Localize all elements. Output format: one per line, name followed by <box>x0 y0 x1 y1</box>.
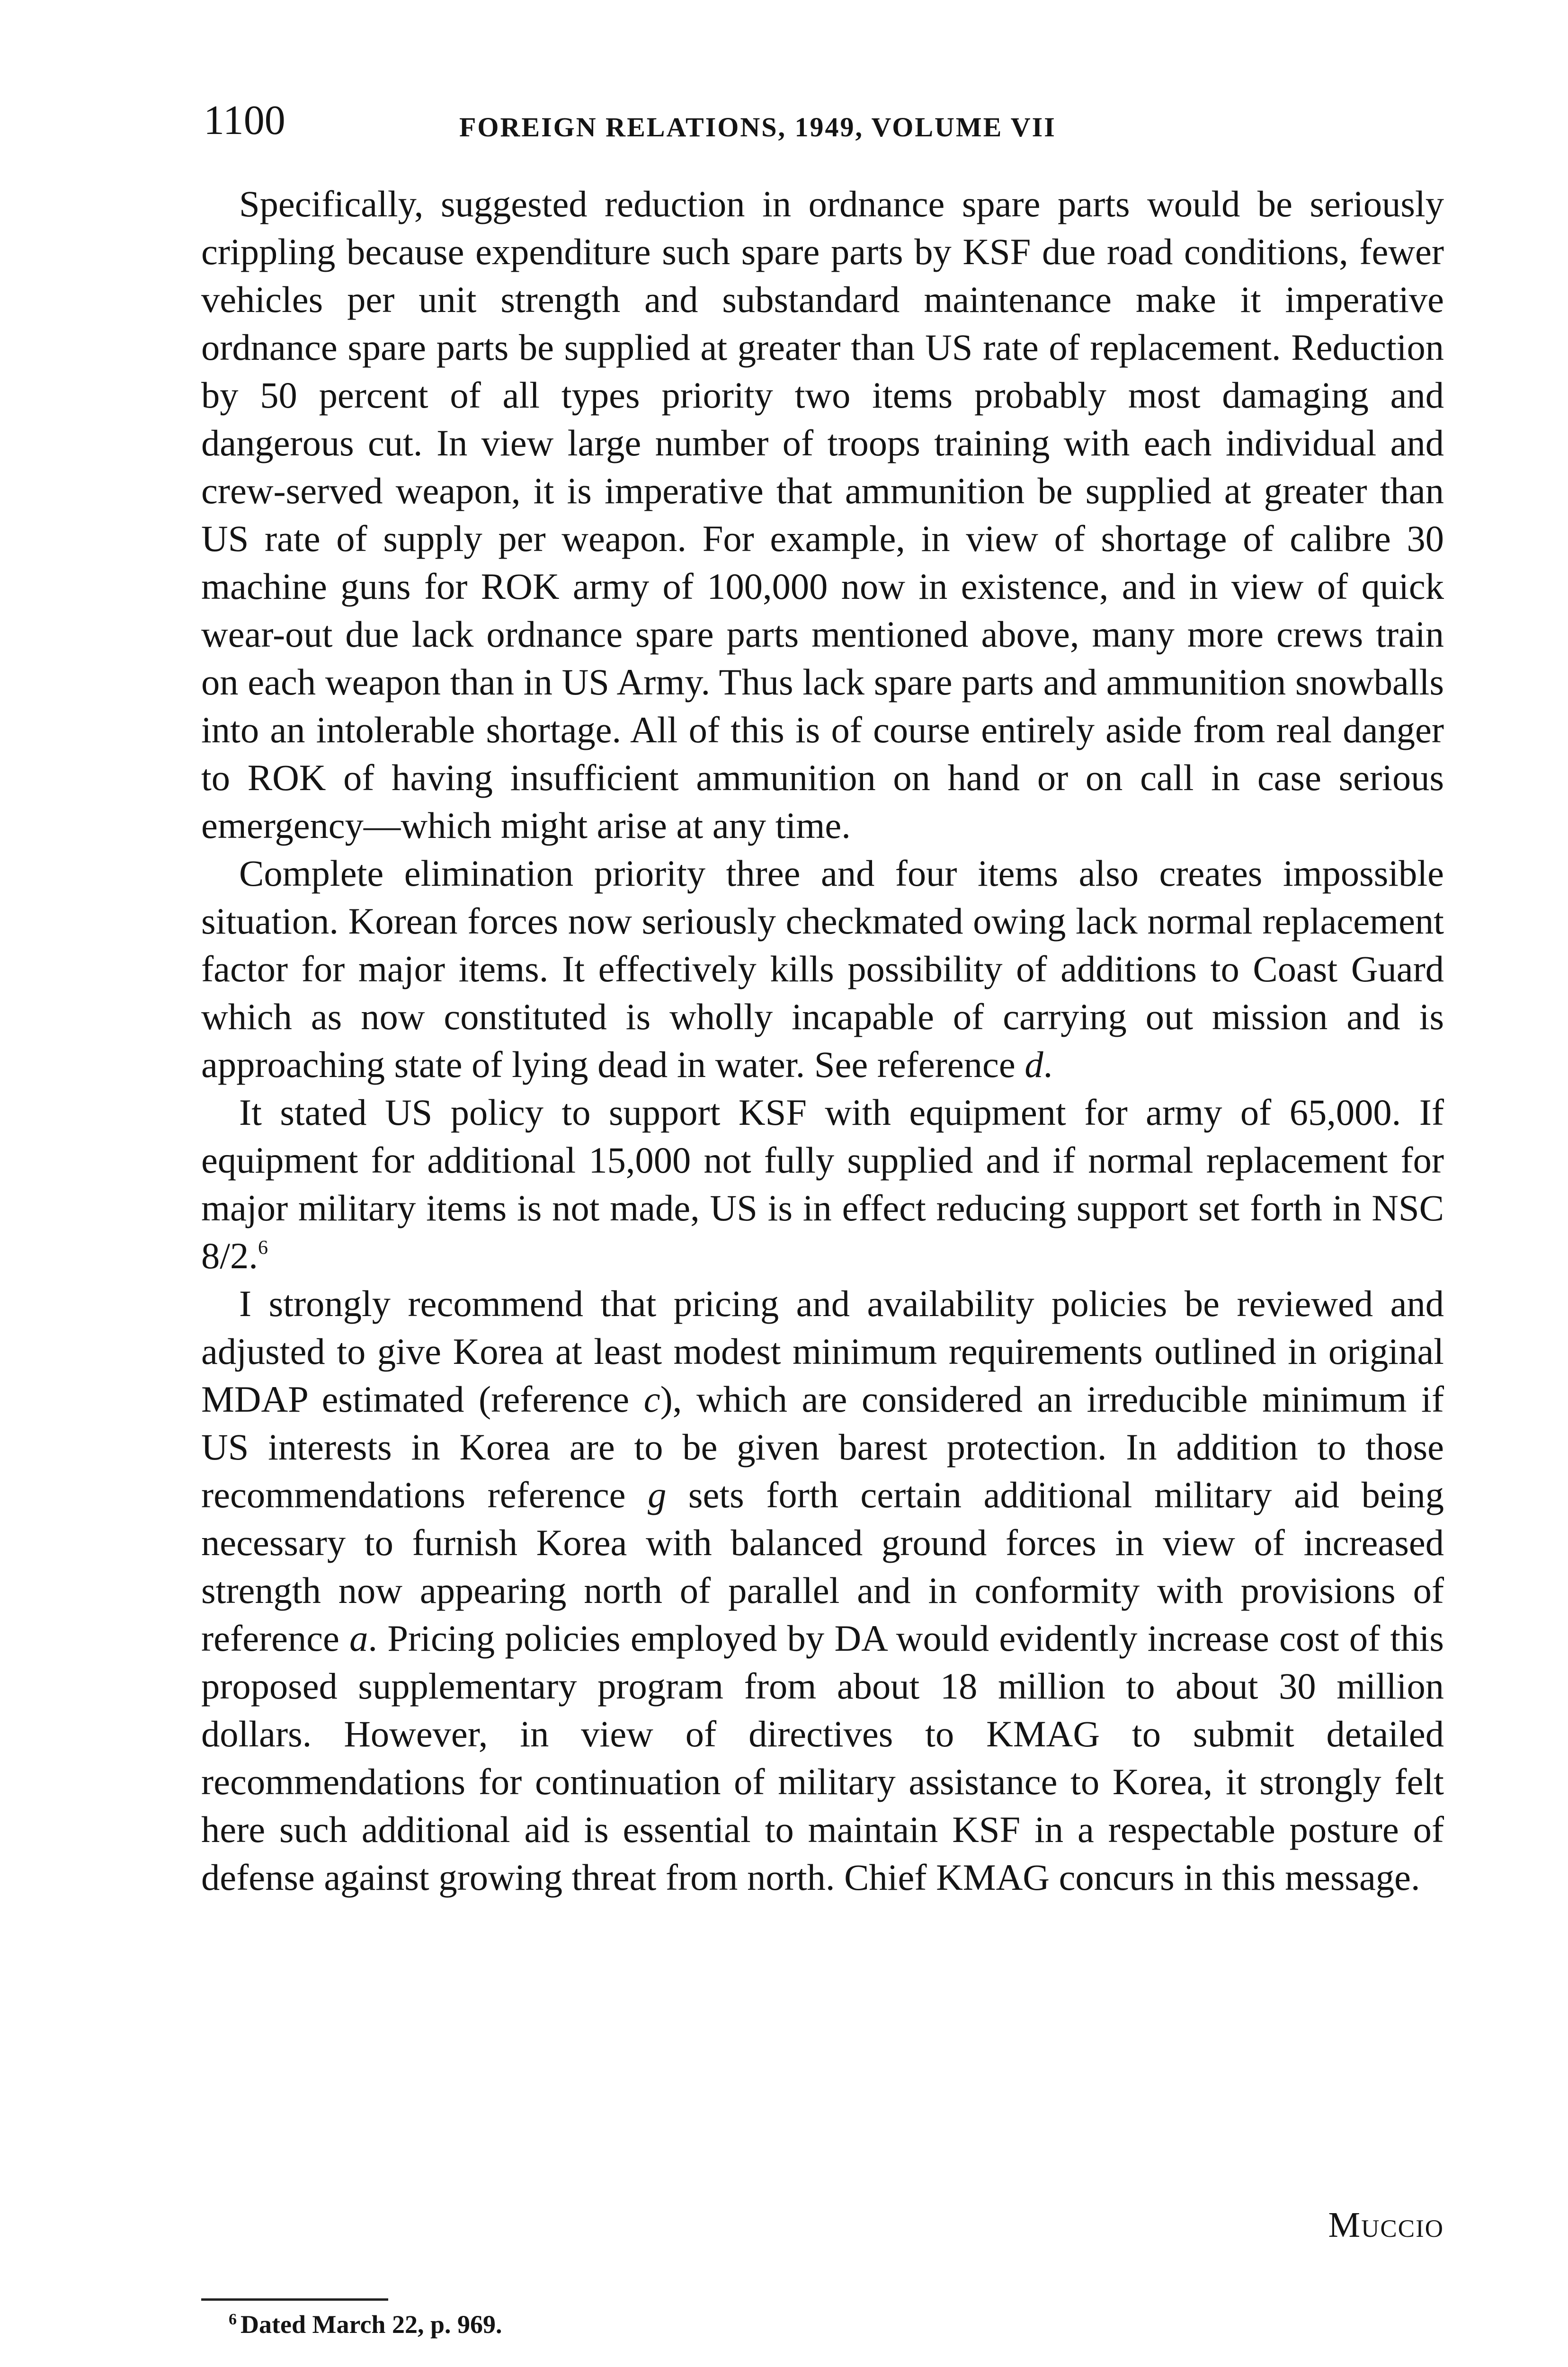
footnote-marker: 6 <box>258 1237 268 1259</box>
running-head <box>201 95 1444 147</box>
paragraph-4 <box>201 1280 1444 1901</box>
page-number: 1100 <box>204 98 285 143</box>
body-text <box>201 180 1444 1901</box>
paragraph-2-end: . <box>1043 1044 1053 1085</box>
paragraph-1 <box>201 180 1444 849</box>
reference-a: a <box>349 1618 368 1659</box>
paragraph-4-text-a: I strongly recommend that pricing and availability policies be reviewed and adjusted to give Korea at least modest minimum requirements outlined in original MDAP estimated (reference <box>201 1283 1444 1420</box>
footnote-text: Dated March 22, p. 969. <box>241 2310 502 2339</box>
paragraph-2 <box>201 849 1444 1088</box>
paragraph-4-text-c: sets forth certain additional military aid being necessary to furnish Korea with balanced ground forces in view of increased strength now appearing north of parallel and in conformity with provisions of reference <box>201 1474 1444 1659</box>
paragraph-3 <box>201 1088 1444 1280</box>
reference-c: c <box>643 1379 660 1420</box>
paragraph-1-text: Specifically, suggested reduction in ordnance spare parts would be seriously crippling because expenditure such spare parts by KSF due road conditions, fewer vehicles per unit strength and substandard maintenance make it imperative ordnance spare parts be supplied at greater than US rate of replacement. Reduction by 50 percent of all types priority two items probably most damaging and dangerous cut. In view large number of troops training with each individual and crew-served weapon, it is imperative that ammunition be supplied at greater than US rate of supply per weapon. For example, in view of shortage of calibre 30 machine guns for ROK army of 100,000 now in existence, and in view of quick wear-out due lack ordnance spare parts mentioned above, many more crews train on each weapon than in US Army. Thus lack spare parts and ammunition snowballs into an intolerable shortage. All of this is of course entirely aside from real danger to ROK of having insufficient ammunition on hand or on call in case serious emergency—which might arise at any time. <box>201 183 1444 846</box>
paragraph-2-text: Complete elimination priority three and four items also creates impossible situation. Korean forces now seriously checkmated owing lack normal replacement factor for major items. It effectively kills possibility of additions to Coast Guard which as now constituted is wholly incapable of carrying out mission and is approaching state of lying dead in water. See reference <box>201 853 1444 1085</box>
running-title: FOREIGN RELATIONS, 1949, VOLUME VII <box>459 112 1056 142</box>
paragraph-4-text-d: . Pricing policies employed by DA would evidently increase cost of this proposed supplementary program from about 18 million to about 30 million dollars. However, in view of directives to KMAG to submit detailed recommendations for continuation of military assistance to Korea, it strongly felt here such additional aid is essential to maintain KSF in a respectable posture of defense against growing threat from north. Chief KMAG concurs in this message. <box>201 1618 1444 1898</box>
paragraph-3-text: It stated US policy to support KSF with equipment for army of 65,000. If equipment for additional 15,000 not fully supplied and if normal replacement for major military items is not made, US is in effect reducing support set forth in NSC 8/2. <box>201 1092 1444 1276</box>
paragraph-4-text-b: ), which are considered an irreducible minimum if US interests in Korea are to be given barest protection. In addition to those recommendations reference <box>201 1379 1444 1515</box>
footnote <box>229 2301 502 2348</box>
footnote-number: 6 <box>229 2311 237 2328</box>
signature: Muccio <box>1328 2205 1444 2245</box>
reference-g: g <box>648 1474 667 1515</box>
reference-d: d <box>1025 1044 1043 1085</box>
